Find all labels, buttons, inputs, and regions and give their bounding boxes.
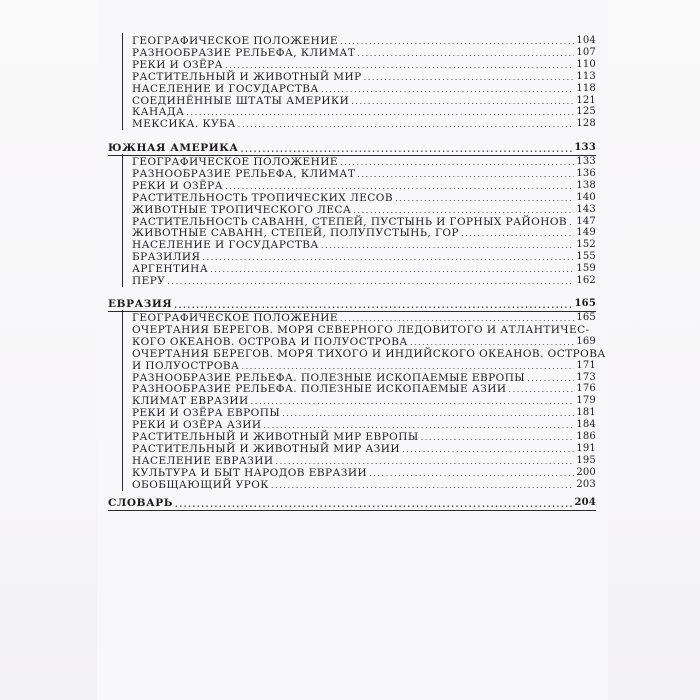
entry-title: СОЕДИНЁННЫЕ ШТАТЫ АМЕРИКИ (132, 94, 350, 107)
page-number: 133 (576, 156, 596, 167)
entry-title: КУЛЬТУРА И БЫТ НАРОДОВ ЕВРАЗИИ (132, 466, 368, 479)
dot-leader (275, 457, 574, 467)
section-bracket-line (122, 310, 123, 491)
entry-title: РАСТИТЕЛЬНЫЙ И ЖИВОТНЫЙ МИР АЗИИ (132, 442, 400, 455)
entry-title: РЕКИ И ОЗЁРА АЗИИ (132, 419, 262, 432)
toc-entry (132, 204, 596, 216)
dot-leader (241, 144, 573, 154)
dot-leader (321, 85, 574, 95)
page-number: 113 (576, 70, 596, 82)
dot-leader (167, 277, 574, 287)
toc-entry (132, 95, 596, 107)
toc-entry (132, 324, 596, 336)
dot-leader (402, 445, 574, 455)
dot-leader (410, 338, 575, 348)
dot-leader (353, 206, 574, 216)
page-number: 152 (576, 239, 596, 251)
toc-entry (132, 479, 596, 491)
entry-title: КОГО ОКЕАНОВ. ОСТРОВА И ПОЛУОСТРОВА (132, 335, 408, 348)
toc-entry (132, 59, 596, 71)
page-number: 173 (576, 371, 596, 383)
dot-leader (175, 499, 573, 509)
dot-leader (174, 300, 572, 310)
entry-title: ГЕОГРАФИЧЕСКОЕ ПОЛОЖЕНИЕ (132, 312, 338, 324)
page-number: 133 (574, 142, 596, 153)
page-number: 140 (576, 191, 596, 203)
toc-entry (132, 118, 596, 130)
toc-entry (132, 35, 596, 47)
entry-title: РАЗНООБРАЗИЕ РЕЛЬЕФА. ПОЛЕЗНЫЕ ИСКОПАЕМЫЕ АЗИИ (132, 383, 507, 396)
entry-title: СЛОВАРЬ (108, 497, 173, 509)
page-number: 159 (576, 263, 596, 275)
toc-entry (132, 395, 596, 407)
page-number: 149 (576, 227, 596, 239)
page-number: 136 (576, 167, 596, 179)
dot-leader (395, 194, 574, 204)
dot-leader (421, 433, 575, 443)
dot-leader (508, 385, 574, 395)
toc-entry (132, 192, 596, 204)
toc-entry (132, 71, 596, 83)
page-number: 179 (576, 395, 596, 407)
page-number: 138 (576, 179, 596, 191)
dot-leader (357, 170, 574, 180)
dot-leader (369, 469, 574, 479)
dot-leader (251, 397, 575, 407)
toc-entry (132, 431, 596, 443)
entry-title: РЕКИ И ОЗЁРА (132, 58, 224, 71)
entry-title: РЕКИ И ОЗЁРА (132, 179, 224, 192)
dot-leader (238, 120, 575, 130)
page-number: 195 (576, 454, 596, 466)
page-number: 204 (574, 497, 596, 508)
entry-title: ГЕОГРАФИЧЕСКОЕ ПОЛОЖЕНИЕ (132, 156, 338, 168)
page-number: 181 (576, 407, 596, 419)
dot-leader (210, 265, 574, 275)
toc-entry (132, 312, 596, 324)
section-bracket-line (122, 154, 123, 287)
entry-title: РАЗНООБРАЗИЕ РЕЛЬЕФА. ПОЛЕЗНЫЕ ИСКОПАЕМЫЕ ЕВРОПЫ (132, 371, 526, 384)
dot-leader (340, 314, 574, 324)
toc-entry (132, 383, 596, 395)
entry-title: НАСЕЛЕНИЕ И ГОСУДАРСТВА (132, 239, 319, 252)
entry-title: ОЧЕРТАНИЯ БЕРЕГОВ. МОРЯ ТИХОГО И ИНДИЙСКОГО ОКЕАНОВ. ОСТРОВА (132, 347, 606, 360)
toc-entry (132, 168, 596, 180)
dot-leader (241, 362, 574, 372)
entry-title: РАСТИТЕЛЬНЫЙ И ЖИВОТНЫЙ МИР ЕВРОПЫ (132, 431, 419, 443)
dot-leader (357, 49, 574, 59)
toc-entry (132, 455, 596, 467)
toc-entry (132, 372, 596, 384)
toc-entry (132, 263, 596, 275)
section-heading (108, 497, 596, 509)
page-number: 118 (576, 82, 596, 94)
page-number: 165 (576, 312, 596, 323)
dot-leader (186, 108, 574, 118)
dot-leader (321, 241, 574, 251)
entry-title: НАСЕЛЕНИЕ ЕВРАЗИИ (132, 454, 274, 467)
toc-entry (132, 336, 596, 348)
page-number: 165 (574, 298, 596, 309)
page-number: 184 (576, 419, 596, 431)
toc-entry (132, 407, 596, 419)
page-number: 107 (576, 46, 596, 58)
toc-entry (132, 419, 596, 431)
entry-title: РАЗНООБРАЗИЕ РЕЛЬЕФА, КЛИМАТ (132, 167, 356, 180)
toc-entry (132, 106, 596, 118)
page-number: 169 (576, 335, 596, 347)
dot-leader (263, 421, 574, 431)
entry-title: РАЗНООБРАЗИЕ РЕЛЬЕФА, КЛИМАТ (132, 46, 356, 59)
page-number: 104 (576, 35, 596, 46)
entry-title: РАСТИТЕЛЬНЫЙ И ЖИВОТНЫЙ МИР (132, 70, 362, 83)
dot-leader (271, 481, 574, 491)
page-number: 200 (576, 466, 596, 478)
entry-title: РАСТИТЕЛЬНОСТЬ ТРОПИЧЕСКИХ ЛЕСОВ (132, 191, 394, 204)
entry-title: МЕКСИКА. КУБА (132, 118, 236, 131)
dot-leader (527, 374, 574, 384)
toc-entry (132, 360, 596, 372)
page-number: 203 (576, 478, 596, 490)
page-number: 147 (576, 215, 596, 227)
dot-leader (202, 253, 574, 263)
entry-title: НАСЕЛЕНИЕ И ГОСУДАРСТВА (132, 82, 319, 95)
section-heading-rule (108, 510, 596, 511)
entry-title: ОЧЕРТАНИЯ БЕРЕГОВ. МОРЯ СЕВЕРНОГО ЛЕДОВИТОГО И АТЛАНТИЧЕС- (132, 323, 590, 336)
entry-title: КАНАДА (132, 106, 185, 119)
entry-title: РЕКИ И ОЗЁРА ЕВРОПЫ (132, 407, 281, 420)
page-number: 125 (576, 106, 596, 118)
toc-entry (132, 83, 596, 95)
dot-leader (351, 97, 574, 107)
entry-title: БРАЗИЛИЯ (132, 251, 201, 264)
entry-title: И ПОЛУОСТРОВА (132, 359, 240, 372)
entry-title: ПЕРУ (132, 275, 166, 287)
toc-entry (132, 216, 596, 228)
entry-title: РАСТИТЕЛЬНОСТЬ САВАНН, СТЕПЕЙ, ПУСТЫНЬ И ГОРНЫХ РАЙОНОВ (132, 215, 568, 228)
section-bracket-line (122, 33, 123, 130)
page-number: 110 (576, 58, 596, 70)
toc-entry (132, 180, 596, 192)
dot-leader (225, 61, 574, 71)
page-number: 162 (576, 275, 596, 286)
page-number: 176 (576, 383, 596, 395)
toc-entry (132, 239, 596, 251)
toc-entry (132, 347, 606, 360)
dot-leader (461, 229, 574, 239)
toc-entry (132, 47, 596, 59)
entry-title: ГЕОГРАФИЧЕСКОЕ ПОЛОЖЕНИЕ (132, 35, 338, 47)
dot-leader (225, 182, 574, 192)
toc-entry (132, 275, 596, 287)
toc-entry (132, 156, 596, 168)
toc-entry (132, 251, 596, 263)
section-heading (108, 298, 596, 310)
entry-title: ЮЖНАЯ АМЕРИКА (108, 142, 239, 154)
entry-title: ОБОБЩАЮЩИЙ УРОК (132, 478, 269, 491)
page-number: 143 (576, 203, 596, 215)
page-number: 155 (576, 251, 596, 263)
section-heading (108, 142, 596, 154)
entry-title: АРГЕНТИНА (132, 263, 209, 276)
dot-leader (340, 37, 574, 47)
entry-title: ЖИВОТНЫЕ ТРОПИЧЕСКОГО ЛЕСА (132, 203, 352, 216)
toc-entry (132, 443, 596, 455)
toc-entry (132, 227, 596, 239)
entry-title: ЖИВОТНЫЕ САВАНН, СТЕПЕЙ, ПОЛУПУСТЫНЬ, ГОР (132, 227, 459, 240)
page-number: 121 (576, 94, 596, 106)
dot-leader (364, 73, 575, 83)
dot-leader (340, 158, 574, 168)
toc-entry (132, 467, 596, 479)
page-number: 171 (576, 359, 596, 371)
entry-title: КЛИМАТ ЕВРАЗИИ (132, 395, 249, 408)
entry-title: ЕВРАЗИЯ (108, 298, 173, 310)
dot-leader (569, 218, 574, 228)
dot-leader (282, 409, 574, 419)
page-number: 191 (576, 442, 596, 454)
page-number: 128 (576, 118, 596, 130)
page-number: 186 (576, 431, 596, 442)
